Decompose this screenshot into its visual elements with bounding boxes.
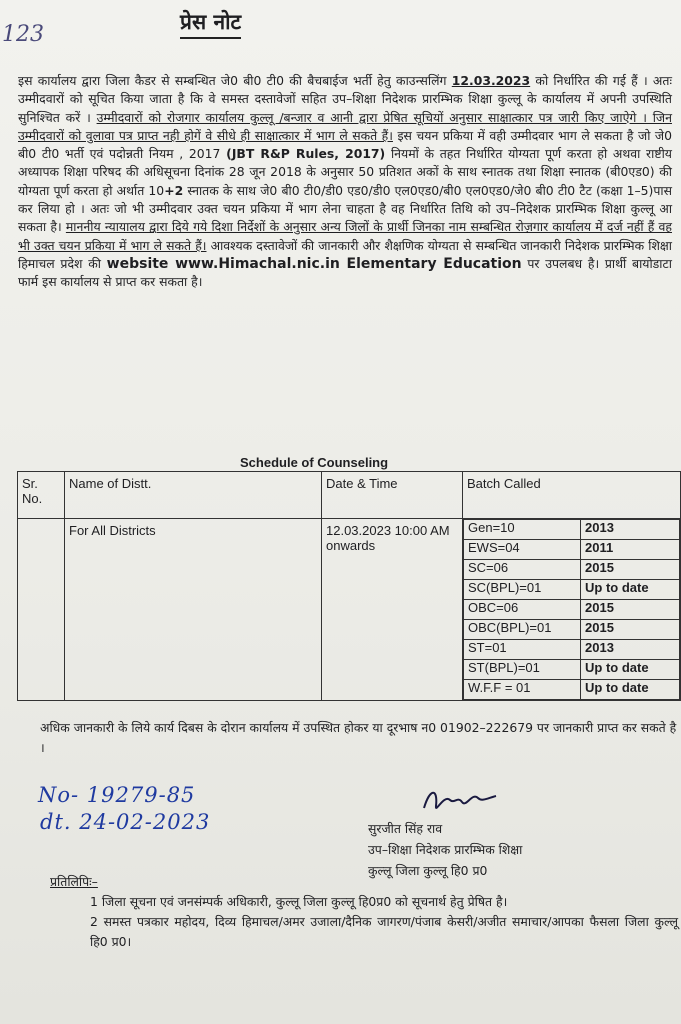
rules-name: (JBT R&P Rules, 2017) [226,146,386,162]
contact-note: अधिक जानकारी के लिये कार्य दिबस के दोरान कार्यालय में उपस्थित होकर या दूरभाष न0 01902–222679 पर जानकारी प्राप्त कर सकते है । [40,720,677,755]
handwritten-date: dt. 24-02-2023 [40,810,211,834]
schedule-header-row [18,472,681,519]
schedule-title: Schedule of Counseling [240,455,389,470]
signatory-place: कुल्लू जिला कुल्लू हि0 प्र0 [368,863,488,878]
batch-year: 2015 [581,560,680,580]
batch-category: ST=01 [464,640,581,660]
batch-year: 2015 [581,600,680,620]
page-title: प्रेस नोट [180,8,241,39]
corner-page-mark: 123 [2,22,44,47]
batch-row [464,580,680,600]
batch-year: 2013 [581,520,680,540]
body-p8: आवश्यक दस्तावेजों की जानकारी और शैक्षणिक योग्यता से सम्बन्धित जानकारी निदेशक प्रारम्भिक शिक्षा हिमाचल प्रदेश की [18,237,672,271]
batch-year: Up to date [581,660,680,680]
cell-district: For All Districts [65,519,322,701]
cell-batches [463,519,681,701]
batch-row [464,560,680,580]
batch-row [464,680,680,700]
batch-category: SC=06 [464,560,581,580]
body-p7: माननीय न्यायालय द्वारा दिये गये दिशा निर्देशों के अनुसार अन्य जिलों के प्रार्थी जिनका नाम सम्बन्धित रोज़गार कार्यालय में दर्ज नहीं हैं वह भी उक्त चयन प्रकिया में भाग ले सकते हैं। [18,219,672,253]
batch-table [463,519,680,700]
copy-to-label: प्रतिलिपिः– [50,874,98,889]
body-p1: इस कार्यालय द्वारा जिला कैडर से सम्बन्धित जे0 बी0 टी0 की बैचबाईज भर्ती हेतु काउन्सलिंग [18,73,447,88]
batch-category: ST(BPL)=01 [464,660,581,680]
batch-category: OBC(BPL)=01 [464,620,581,640]
counseling-date: 12.03.2023 [451,73,531,88]
body-p6: स्नातक के साथ जे0 बी0 टी0/डी0 एड0/डी0 एल0एड0/बी0 एल0एड0/जे0 बी0 टी0 टैट (कक्षा 1–5)पास कर लिया हो । अतः जो भी उम्मीदवार उक्त चयन प्रकिया में भाग लेना चाहता है वह निर्धारित तिथि को उप–निदेशक प्रारम्भिक शिक्षा कुल्लू आ सकता है। [18,182,672,235]
batch-row [464,640,680,660]
batch-row [464,620,680,640]
schedule-table [17,471,681,701]
batch-category: W.F.F = 01 [464,680,581,700]
header-district: Name of Distt. [65,472,322,519]
body-p2: को निर्धारित की गई हैं । अतः उम्मीदवारों को सूचित किया जाता है कि वे समस्त दस्तावेजों सहित उप–शिक्षा निदेशक प्रारम्भिक शिक्षा कुल्लू के कार्यालय में अपनी उपस्थिति सुनिश्चित करें । [18,73,672,125]
batch-year: 2013 [581,640,680,660]
body-p9: पर उपलबध है। प्रार्थी बायोडाटा फार्म इस कार्यालय से प्राप्त कर सकता है। [18,255,672,290]
batch-category: OBC=06 [464,600,581,620]
website-link-text: website www.Himachal.nic.in Elementary Education [106,255,522,272]
batch-category: SC(BPL)=01 [464,580,581,600]
handwritten-number: No- 19279-85 [38,783,196,807]
batch-year: Up to date [581,580,680,600]
header-date-time: Date & Time [322,472,463,519]
copy-item-2: 2 समस्त पत्रकार महोदय, दिव्य हिमाचल/अमर उजाला/दैनिक जागरण/पंजाब केसरी/अजीत समाचार/आपका फैसला जिला कुल्लू हि0 प्र0। [90,914,678,949]
batch-year: 2015 [581,620,680,640]
batch-year: Up to date [581,680,680,700]
signature-scribble [420,786,500,818]
cell-date-time: 12.03.2023 10:00 AM onwards [322,519,463,701]
batch-row [464,660,680,680]
signatory-name: सुरजीत सिंह राव [368,821,443,836]
plus-two: +2 [164,182,184,198]
batch-row [464,540,680,560]
batch-category: Gen=10 [464,520,581,540]
press-note-body [18,72,672,292]
batch-year: 2011 [581,540,680,560]
body-p3: उम्मीदवारों को रोजगार कार्यालय कुल्लू /बन्जार व आनी द्वारा प्रेषित सूचियों अनुसार साक्षात्कार पत्र जारी किए जाऐगे । जिन उम्मीदवारों को वुलावा पत्र प्राप्त नही होगें वे सीधे ही साक्षात्कार में भाग ले सकते हैं। [18,109,672,143]
copy-to-section [50,872,678,952]
copy-item-1: 1 जिला सूचना एवं जनसंम्पर्क अधिकारी, कुल्लू जिला कुल्लू हि0प्र0 को सूचनार्थ हेतु प्रेषित है। [90,894,508,909]
signatory-designation: उप–शिक्षा निदेशक प्रारम्भिक शिक्षा [368,842,523,857]
body-p4: इस चयन प्रकिया में वही उम्मीदवार भाग ले सकता है जो जे0 बी0 टी0 भर्ती एवं पदोन्नती नियम , 2017 [18,127,672,162]
table-row [18,519,681,701]
header-batch-called: Batch Called [463,472,681,519]
batch-row [464,600,680,620]
header-sr-no: Sr. No. [18,472,65,519]
body-p5: नियमों के तहत निर्धारित योग्यता पूर्ण करता हो अथवा राष्टीय अध्यापक शिक्षा परिषद की अधिसूचना दिनांक 28 जून 2018 के अनुसार 50 प्रतिशत अकों के साथ स्नातक तथा शिक्षा स्नातक (बी0एड0) की योग्यता पूर्ण करता हो अर्थात 10 [18,146,672,198]
batch-row [464,520,680,540]
cell-sr-no [18,519,65,701]
batch-category: EWS=04 [464,540,581,560]
